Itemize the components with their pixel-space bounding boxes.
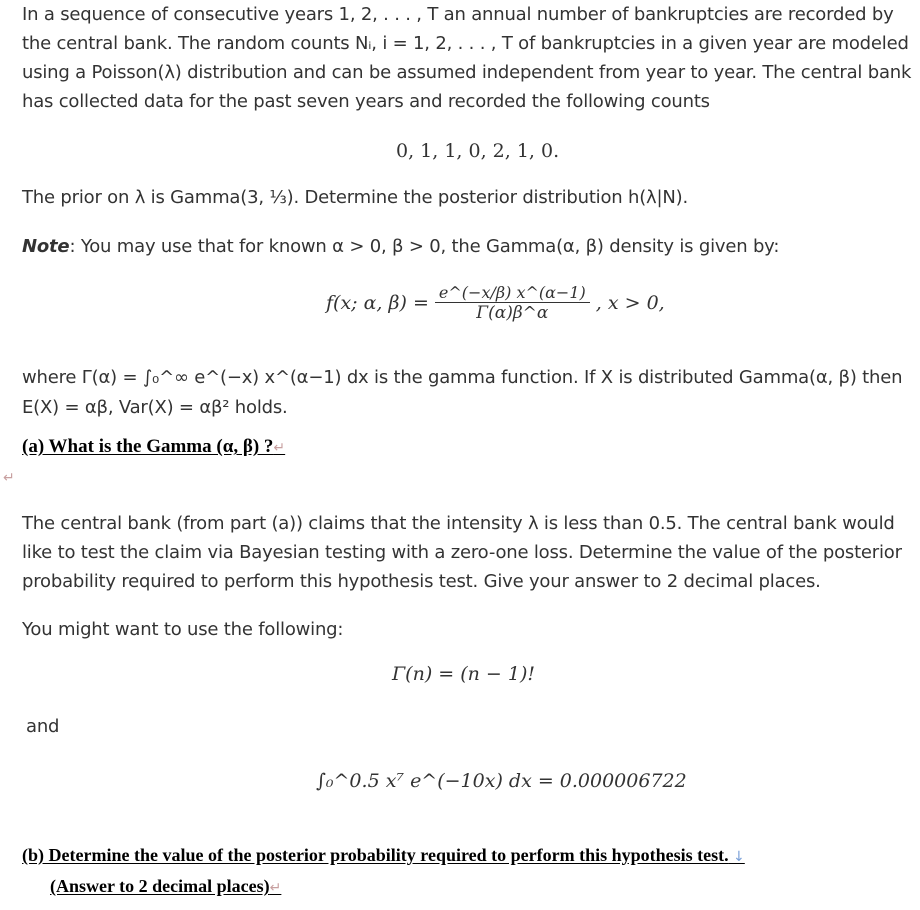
return-mark-icon: ↵ [273,440,286,456]
question-b-line1: (b) Determine the value of the posterior probability required to perform this hypothesis test. ↓ [22,845,745,865]
density-denominator: Γ(α)β^α [435,302,590,323]
density-numerator: e^(−x/β) x^(α−1) [438,283,586,302]
density-formula: f(x; α, β) = $\frac{e\^{}(-x/\beta) x\^{}(\alpha-1)}{\Gamma(\alpha)\beta\^{}\alpha}$ , x > 0, [326,283,665,323]
question-b-line2: (Answer to 2 decimal places)↵ [50,876,282,896]
note-line [22,232,779,261]
counts-display: 0, 1, 1, 0, 2, 1, 0. [396,140,560,162]
return-mark-icon: ↵ [3,470,15,486]
question-a: (a) What is the Gamma (α, β) ?↵ [22,436,286,457]
return-mark-icon: ↵ [269,880,282,896]
gamma-identity: Γ(n) = (n − 1)! [392,663,536,685]
note-text: : You may use that for known α > 0, β > 0, the Gamma(α, β) density is given by: [69,236,780,257]
prior-statement: The prior on λ is Gamma(3, ⅓). Determine the posterior distribution h(λ|N). [22,187,688,208]
note-label: Note [22,236,70,257]
intro-text: In a sequence of consecutive years 1, 2, . . . , T an annual number of bankruptcies are recorded by the central bank. The random counts Nᵢ, i = 1, 2, . . . , T of bankruptcies in a given year are modeled using a Poisson(λ) distribution and can be assumed independent from year to year. The central bank has collected data for the past seven years and recorded the following counts [22,4,912,112]
gamma-moments: E(X) = αβ, Var(X) = αβ² holds. [22,397,288,418]
integral-formula: ∫₀^0.5 x⁷ e^(−10x) dx = 0.000006722 [316,770,687,792]
hint-intro: You might want to use the following: [22,619,344,640]
hypothesis-paragraph: The central bank (from part (a)) claims that the intensity λ is less than 0.5. The central bank would like to test the claim via Bayesian testing with a zero-one loss. Determine the value of the posterior probability required to perform this hypothesis test. Give your answer to 2 decimal places. [22,513,902,592]
intro-paragraph [22,0,914,116]
down-arrow-icon: ↓ [728,849,745,865]
gamma-definition: where Γ(α) = ∫₀^∞ e^(−x) x^(α−1) dx is the gamma function. If X is distributed Gamma(α, β) then [22,367,903,388]
and-label: and [26,716,60,737]
